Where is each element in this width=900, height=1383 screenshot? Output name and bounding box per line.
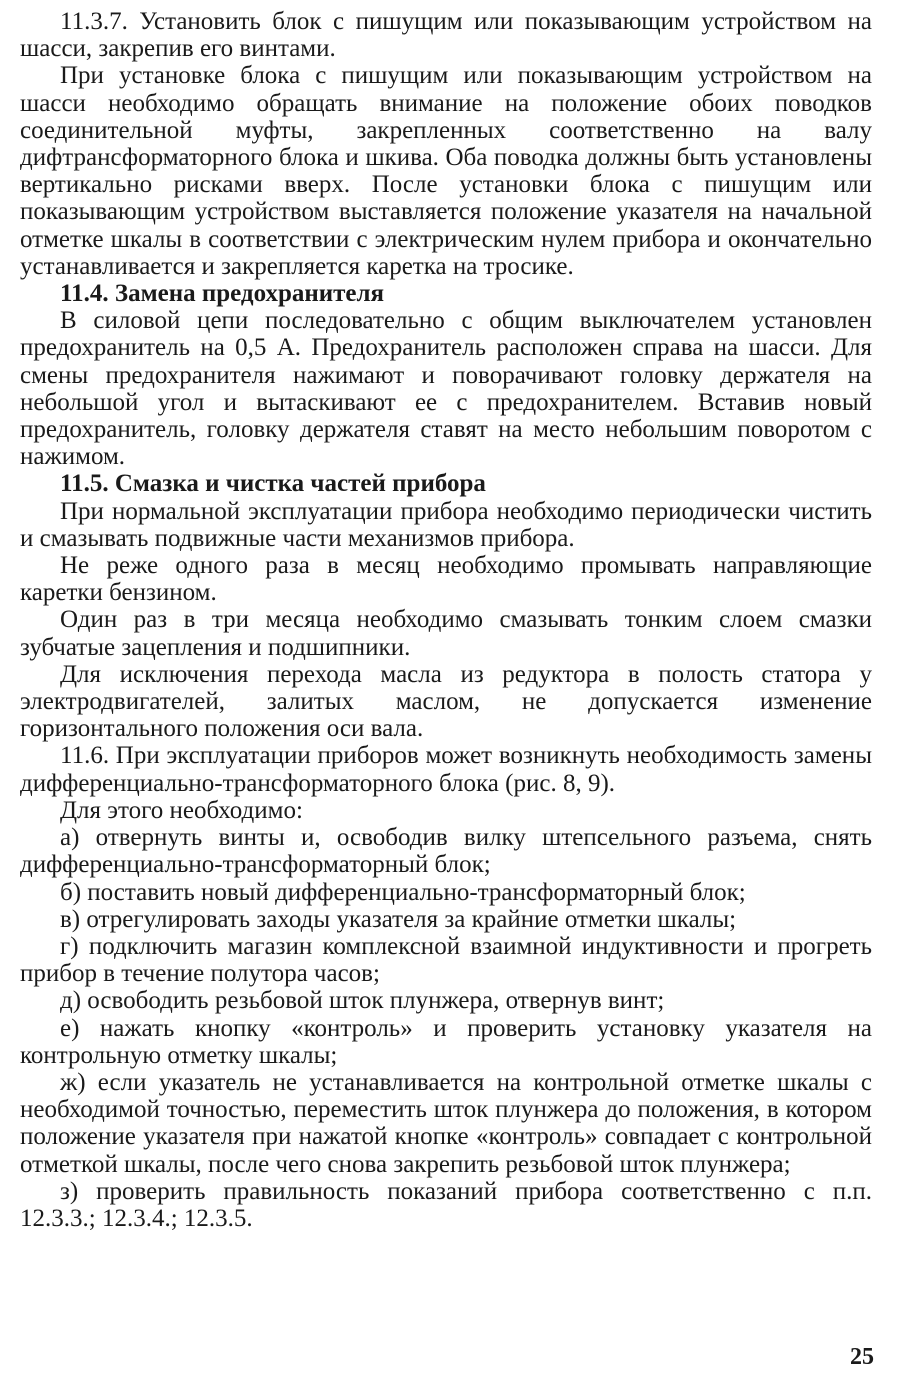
heading-11-4: 11.4. Замена предохранителя — [60, 280, 385, 308]
list-item-e: е) нажать кнопку «контроль» и проверить установку указателя на контрольную отметку шкалы; — [20, 1014, 872, 1069]
list-item-z: з) проверить правильность показаний прибора соответственно с п.п. 12.3.3.; 12.3.4.; 12.3.5. — [20, 1177, 872, 1232]
paragraph-steps-intro: Для этого необходимо: — [60, 796, 303, 824]
page-body — [20, 8, 872, 1378]
paragraph-11-6: 11.6. При эксплуатации приборов может возникнуть необходимость замены дифференциально-трансформаторного блока (рис. 8, 9). — [20, 742, 872, 797]
list-item-a: а) отвернуть винты и, освободив вилку штепсельного разъема, снять дифференциально-трансформаторный блок; — [20, 824, 872, 879]
paragraph-mounting-note: При установке блока с пишущим или показывающим устройством на шасси необходимо обращать внимание на положение обоих поводков соединительной муфты, закрепленных соответственно на валу дифтрансформаторного блока и шкива. Оба поводка должны быть установлены вертикально рисками вверх. После установки блока с пишущим или показывающим устройством выставляется положение указателя на начальной отметке шкалы в соответствии с электрическим нулем прибора и окончательно устанавливается и закрепляется каретка на тросике. — [20, 62, 872, 280]
list-item-zh: ж) если указатель не устанавливается на контрольной отметке шкалы с необходимой точностью, переместить шток плунжера до положения, в котором положение указателя при нажатой кнопке «контроль» совпадает с контрольной отметкой шкалы, после чего снова закрепить резьбовой шток плунжера; — [20, 1068, 872, 1178]
paragraph-cleaning: При нормальной эксплуатации прибора необходимо периодически чистить и смазывать подвижные части механизмов прибора. — [20, 497, 872, 552]
list-item-d: д) освободить резьбовой шток плунжера, отвернув винт; — [60, 987, 665, 1015]
paragraph-fuse: В силовой цепи последовательно с общим выключателем установлен предохранитель на 0,5 А. Предохранитель расположен справа на шасси. Для смены предохранителя нажимают и поворачивают головку держателя на небольшой угол и вытаскивают ее с предохранителем. Вставив новый предохранитель, головку держателя ставят на место небольшим поворотом с нажимом. — [20, 307, 872, 471]
list-item-v: в) отрегулировать заходы указателя за крайние отметки шкалы; — [60, 905, 737, 933]
list-item-g: г) подключить магазин комплексной взаимной индуктивности и прогреть прибор в течение полутора часов; — [20, 932, 872, 988]
paragraph-11-3-7: 11.3.7. Установить блок с пишущим или показывающим устройством на шасси, закрепив его винтами. — [20, 8, 872, 63]
paragraph-quarterly: Один раз в три месяца необходимо смазывать тонким слоем смазки зубчатые зацепления и подшипники. — [20, 606, 872, 661]
page-number: 25 — [850, 1344, 874, 1370]
list-item-b: б) поставить новый дифференциально-трансформаторный блок; — [60, 878, 746, 906]
paragraph-oil: Для исключения перехода масла из редуктора в полость статора у электродвигателей, залитых маслом, не допускается изменение горизонтального положения оси вала. — [20, 660, 872, 743]
paragraph-monthly: Не реже одного раза в месяц необходимо промывать направляющие каретки бензином. — [20, 552, 872, 607]
heading-11-5: 11.5. Смазка и чистка частей прибора — [60, 470, 486, 498]
